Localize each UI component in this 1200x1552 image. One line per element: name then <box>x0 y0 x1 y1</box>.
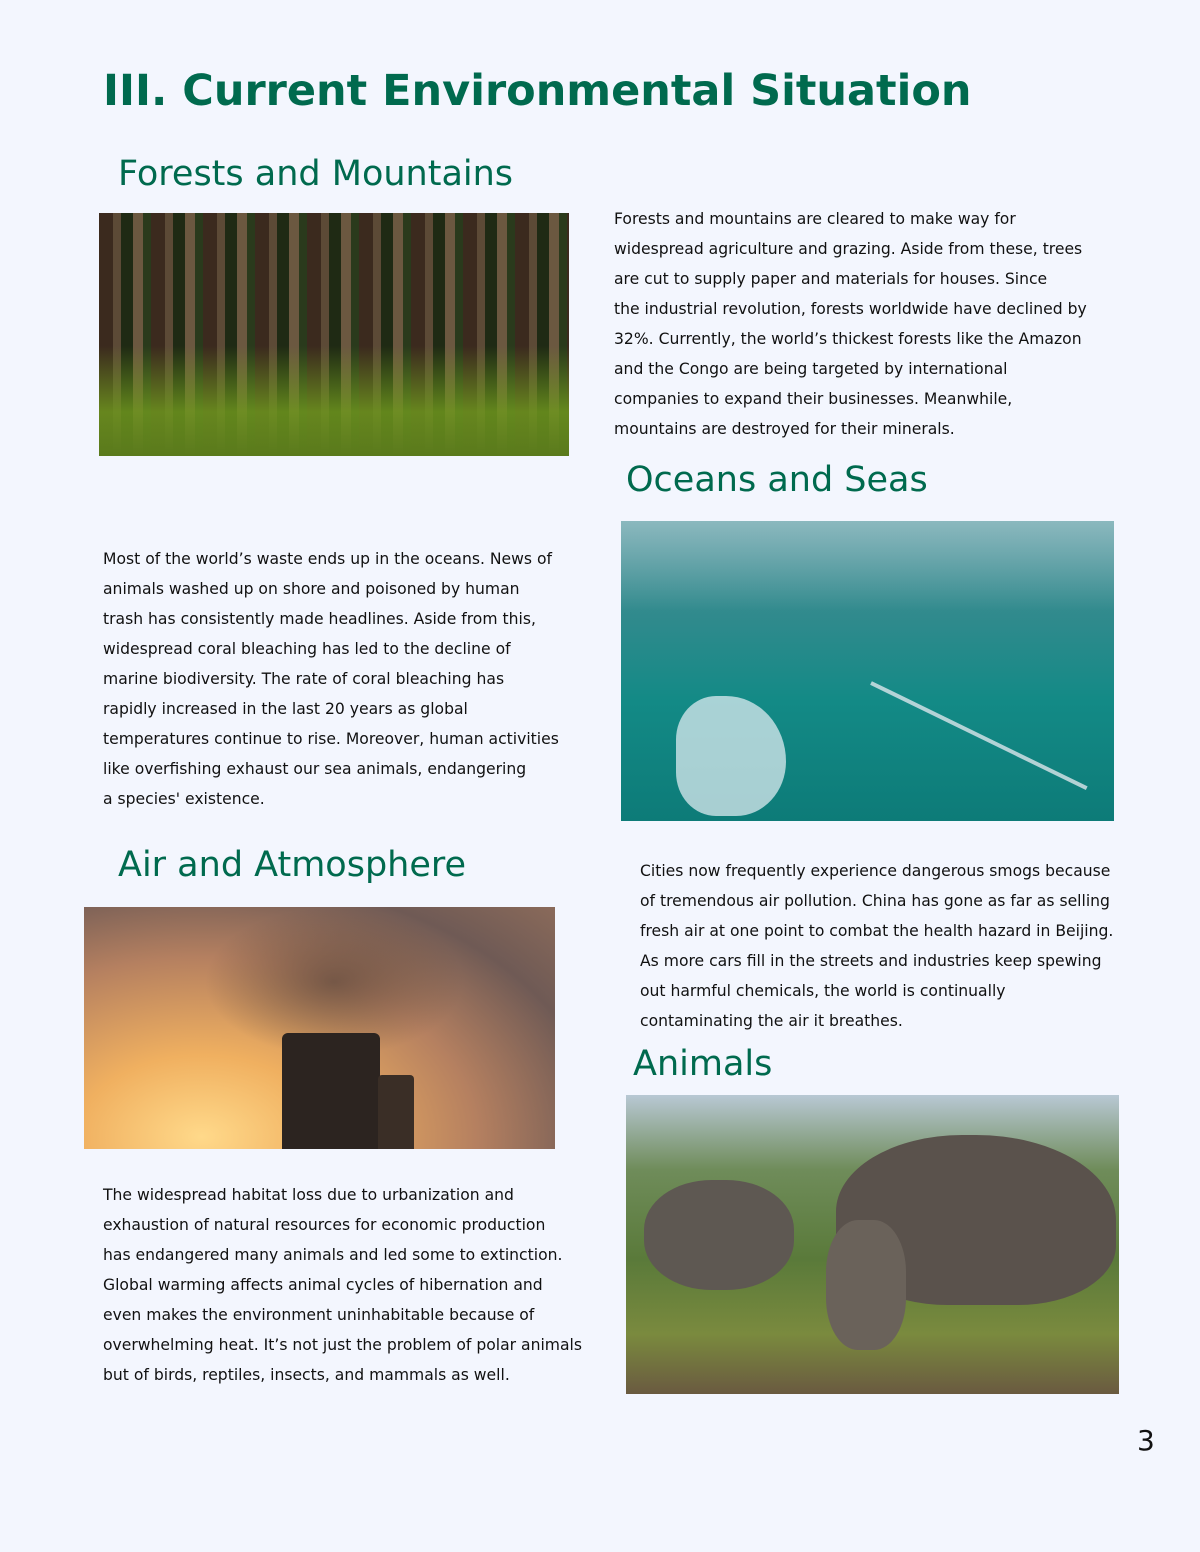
animals-paragraph <box>103 1180 582 1390</box>
air-paragraph <box>640 856 1113 1036</box>
heading-animals: Animals <box>633 1044 773 1084</box>
smokestack-image <box>84 907 555 1149</box>
text-line: even makes the environment uninhabitable because of <box>103 1306 535 1324</box>
text-line: 32%. Currently, the world’s thickest forests like the Amazon <box>614 330 1082 348</box>
text-line: out harmful chemicals, the world is continually <box>640 982 1006 1000</box>
text-line: Global warming affects animal cycles of hibernation and <box>103 1276 543 1294</box>
text-line: the industrial revolution, forests worldwide have declined by <box>614 300 1087 318</box>
text-line: overwhelming heat. It’s not just the problem of polar animals <box>103 1336 582 1354</box>
text-line: temperatures continue to rise. Moreover, human activities <box>103 730 559 748</box>
text-line: companies to expand their businesses. Meanwhile, <box>614 390 1013 408</box>
text-line: marine biodiversity. The rate of coral bleaching has <box>103 670 505 688</box>
text-line: exhaustion of natural resources for economic production <box>103 1216 546 1234</box>
text-line: has endangered many animals and led some to extinction. <box>103 1246 563 1264</box>
text-line: widespread coral bleaching has led to the decline of <box>103 640 511 658</box>
text-line: mountains are destroyed for their minerals. <box>614 420 955 438</box>
heading-oceans: Oceans and Seas <box>626 460 928 500</box>
text-line: Forests and mountains are cleared to make way for <box>614 210 1016 228</box>
text-line: are cut to supply paper and materials for houses. Since <box>614 270 1048 288</box>
text-line: a species' existence. <box>103 790 265 808</box>
text-line: Most of the world’s waste ends up in the oceans. News of <box>103 550 553 568</box>
oceans-paragraph <box>103 544 559 814</box>
text-line: Cities now frequently experience dangerous smogs because <box>640 862 1111 880</box>
ocean-plastic-image <box>621 521 1114 821</box>
text-line: widespread agriculture and grazing. Aside from these, trees <box>614 240 1083 258</box>
text-line: As more cars fill in the streets and industries keep spewing <box>640 952 1102 970</box>
forests-paragraph <box>614 204 1087 444</box>
text-line: trash has consistently made headlines. Aside from this, <box>103 610 536 628</box>
text-line: rapidly increased in the last 20 years as global <box>103 700 468 718</box>
text-line: The widespread habitat loss due to urbanization and <box>103 1186 514 1204</box>
text-line: fresh air at one point to combat the health hazard in Beijing. <box>640 922 1114 940</box>
forest-image <box>99 213 569 456</box>
heading-air: Air and Atmosphere <box>118 845 467 885</box>
text-line: of tremendous air pollution. China has gone as far as selling <box>640 892 1110 910</box>
page-title: III. Current Environmental Situation <box>103 66 972 116</box>
text-line: contaminating the air it breathes. <box>640 1012 903 1030</box>
text-line: and the Congo are being targeted by international <box>614 360 1008 378</box>
text-line: animals washed up on shore and poisoned by human <box>103 580 520 598</box>
text-line: but of birds, reptiles, insects, and mammals as well. <box>103 1366 510 1384</box>
text-line: like overfishing exhaust our sea animals, endangering <box>103 760 527 778</box>
heading-forests: Forests and Mountains <box>118 154 514 194</box>
elephants-image <box>626 1095 1119 1394</box>
page-number: 3 <box>1137 1424 1155 1457</box>
